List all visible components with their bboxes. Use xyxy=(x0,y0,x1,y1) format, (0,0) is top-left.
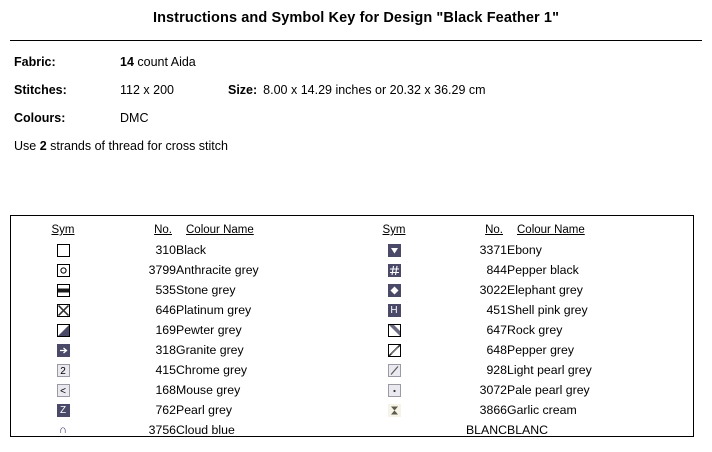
stitches-value: 112 x 200 xyxy=(120,83,174,97)
fabric-label: Fabric: xyxy=(14,55,56,69)
size-label: Size: xyxy=(227,83,258,97)
slash-box-icon xyxy=(360,340,428,360)
header-no: No. xyxy=(485,224,503,236)
table-row: 3022 Elephant grey xyxy=(360,280,693,300)
right-arrow-icon xyxy=(29,340,97,360)
letter-h-icon: H xyxy=(360,300,428,320)
diamond-icon xyxy=(360,280,428,300)
stitches-row xyxy=(14,83,698,97)
table-row: 3072 Pale pearl grey xyxy=(360,380,693,400)
header-sym: Sym xyxy=(382,224,406,236)
strands-note xyxy=(14,139,698,153)
fabric-unit: count Aida xyxy=(133,55,196,69)
open-square-icon xyxy=(29,240,97,260)
strands-count: 2 xyxy=(39,139,47,153)
filled-bar-icon xyxy=(29,280,97,300)
symbol-key-left-column xyxy=(11,223,352,440)
colours-row xyxy=(14,111,698,125)
stitches-label: Stitches: xyxy=(14,83,67,97)
forward-slash-icon xyxy=(360,360,428,380)
hash-icon xyxy=(360,260,428,280)
symbol-key-table-right xyxy=(360,223,693,440)
table-row: 535 Stone grey xyxy=(29,280,352,300)
table-row: 3866 Garlic cream xyxy=(360,400,693,420)
fabric-row xyxy=(14,55,698,69)
table-row: ∩ 3756 Cloud blue xyxy=(29,420,352,440)
table-row: 648 Pepper grey xyxy=(360,340,693,360)
down-triangle-icon xyxy=(360,240,428,260)
header-sym: Sym xyxy=(51,224,75,236)
table-row: 844 Pepper black xyxy=(360,260,693,280)
page-title: Instructions and Symbol Key for Design "Black Feather 1" xyxy=(152,10,560,26)
table-row: 928 Light pearl grey xyxy=(360,360,693,380)
table-row: 646 Platinum grey xyxy=(29,300,352,320)
diagonal-fill-icon xyxy=(29,320,97,340)
dot-icon xyxy=(360,380,428,400)
hourglass-icon xyxy=(360,400,428,420)
fabric-value xyxy=(120,55,196,69)
table-row: 647 Rock grey xyxy=(360,320,693,340)
less-than-icon: < xyxy=(29,380,97,400)
fabric-count: 14 xyxy=(120,55,134,69)
strands-prefix: Use xyxy=(14,139,40,153)
table-header-row xyxy=(29,223,352,240)
table-row: 2 415 Chrome grey xyxy=(29,360,352,380)
header-name: Colour Name xyxy=(186,224,254,236)
blank-icon xyxy=(360,420,428,440)
header-no: No. xyxy=(154,224,172,236)
digit-two-icon: 2 xyxy=(29,360,97,380)
arch-icon: ∩ xyxy=(59,423,67,436)
table-row: 318 Granite grey xyxy=(29,340,352,360)
square-dot-icon xyxy=(29,260,97,280)
table-row: Z 762 Pearl grey xyxy=(29,400,352,420)
letter-z-icon: Z xyxy=(29,400,97,420)
table-row: 310 Black xyxy=(29,240,352,260)
document-page xyxy=(0,10,712,452)
colours-value: DMC xyxy=(120,111,149,125)
table-row: 3799 Anthracite grey xyxy=(29,260,352,280)
strands-suffix: strands of thread for cross stitch xyxy=(46,139,228,153)
colours-label: Colours: xyxy=(14,111,66,125)
backslash-icon xyxy=(360,320,428,340)
table-row: 169 Pewter grey xyxy=(29,320,352,340)
symbol-key-box xyxy=(10,215,694,437)
design-info xyxy=(14,41,698,125)
table-row: BLANC BLANC xyxy=(360,420,693,440)
table-row: < 168 Mouse grey xyxy=(29,380,352,400)
header-name: Colour Name xyxy=(517,224,585,236)
table-row: H 451 Shell pink grey xyxy=(360,300,693,320)
table-row: 3371 Ebony xyxy=(360,240,693,260)
symbol-key-right-column xyxy=(352,223,693,440)
size-value: 8.00 x 14.29 inches or 20.32 x 36.29 cm xyxy=(263,83,486,97)
x-cross-icon xyxy=(29,300,97,320)
table-header-row xyxy=(360,223,693,240)
symbol-key-table-left xyxy=(29,223,352,440)
